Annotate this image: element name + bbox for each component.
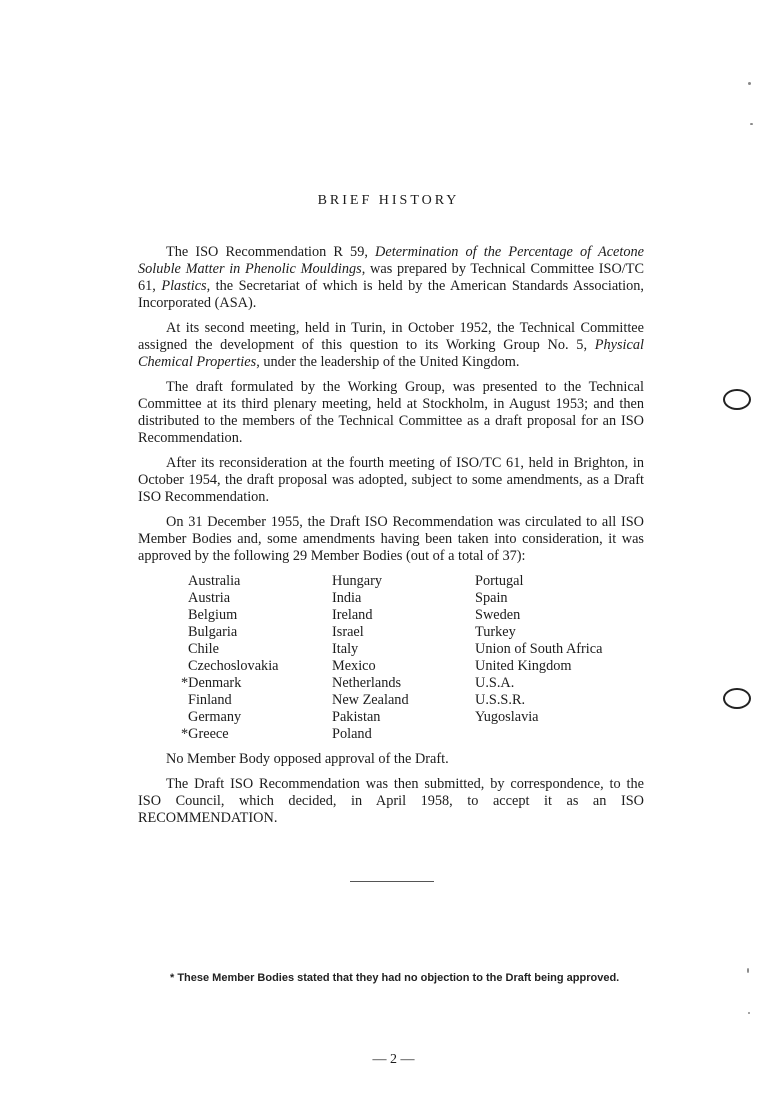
member-body: Italy [332, 641, 359, 657]
member-column [332, 573, 475, 743]
section-divider [350, 881, 434, 882]
member-body: Chile [188, 641, 219, 657]
history-paragraph [138, 320, 644, 371]
scan-speck [747, 968, 749, 973]
text-run: After its reconsideration at the fourth meeting of ISO/TC 61, held in Brighton, in October 1954, the draft proposal was adopted, subject to some amendments, as a Draft ISO Recommendation. [138, 455, 644, 505]
member-body: Bulgaria [188, 624, 238, 640]
member-body: Netherlands [332, 675, 402, 691]
no-opposition-paragraph: No Member Body opposed approval of the Draft. [166, 751, 449, 767]
member-body: Turkey [475, 624, 516, 640]
text-run: On 31 December 1955, the Draft ISO Recommendation was circulated to all ISO Member Bodies and, some amendments having been taken into consideration, it was approved by the following 29 Member Bodies (out of a total of 37): [138, 514, 644, 564]
text-run: , the Secretariat of which is held by the American Standards Association, Incorporated (ASA). [138, 278, 644, 311]
member-body: Poland [332, 726, 372, 742]
member-body: Mexico [332, 658, 376, 674]
text-run: , was prepared by Technical Committee ISO/TC 61, [138, 261, 645, 294]
page-title: BRIEF HISTORY [317, 193, 460, 208]
member-body: Germany [188, 709, 242, 725]
member-column [475, 573, 645, 743]
text-run: At its second meeting, held in Turin, in October 1952, the Technical Committee assigned the development of this question to its Working Group No. 5, [138, 320, 644, 353]
scan-speck [748, 82, 751, 85]
member-body: *Denmark [181, 675, 242, 691]
history-paragraph [138, 514, 644, 565]
member-body: Israel [332, 624, 364, 640]
member-body: Portugal [475, 573, 524, 589]
member-body: U.S.A. [475, 675, 515, 691]
member-body: Czechoslovakia [188, 658, 279, 674]
member-body: Hungary [332, 573, 383, 589]
italic-title-run: Physical Chemical Properties [138, 337, 644, 370]
member-body: Yugoslavia [475, 709, 539, 725]
member-body: India [332, 590, 362, 606]
member-bodies-list [181, 573, 644, 743]
binder-hole-icon [723, 389, 751, 410]
member-body: Union of South Africa [475, 641, 603, 657]
scan-speck [748, 1012, 750, 1014]
text-run: , under the leadership of the United Kingdom. [256, 354, 520, 370]
member-body: Pakistan [332, 709, 381, 725]
member-column [181, 573, 332, 743]
member-body: Spain [475, 590, 508, 606]
history-paragraph [138, 455, 644, 506]
member-body: Australia [188, 573, 241, 589]
scan-speck [750, 123, 753, 125]
binder-hole-icon [723, 688, 751, 709]
member-body: New Zealand [332, 692, 409, 708]
footnote: * These Member Bodies stated that they had no objection to the Draft being approved. [170, 972, 620, 984]
text-run: The ISO Recommendation R 59, [166, 244, 376, 260]
member-body: *Greece [181, 726, 229, 742]
history-paragraph [138, 379, 644, 447]
member-body: U.S.S.R. [475, 692, 526, 708]
council-paragraph: The Draft ISO Recommendation was then submitted, by correspondence, to the ISO Council, which decided, in April 1958, to accept it as an ISO RECOMMENDATION. [138, 776, 644, 826]
italic-title-run: Determination of the Percentage of Acetone Soluble Matter in Phenolic Mouldings [138, 244, 645, 277]
text-run: The draft formulated by the Working Group, was presented to the Technical Committee at its third plenary meeting, held at Stockholm, in August 1953; and then distributed to the members of the Technical Committee as a draft proposal for an ISO Recommendation. [138, 379, 644, 446]
member-body: Finland [188, 692, 232, 708]
italic-title-run: Plastics [161, 278, 207, 294]
member-body: Belgium [188, 607, 238, 623]
body-text [138, 244, 644, 835]
member-body: Sweden [475, 607, 521, 623]
member-body: Ireland [332, 607, 373, 623]
member-body: United Kingdom [475, 658, 572, 674]
history-paragraph [138, 244, 644, 312]
member-body: Austria [188, 590, 231, 606]
page-number: — 2 — [372, 1052, 415, 1067]
